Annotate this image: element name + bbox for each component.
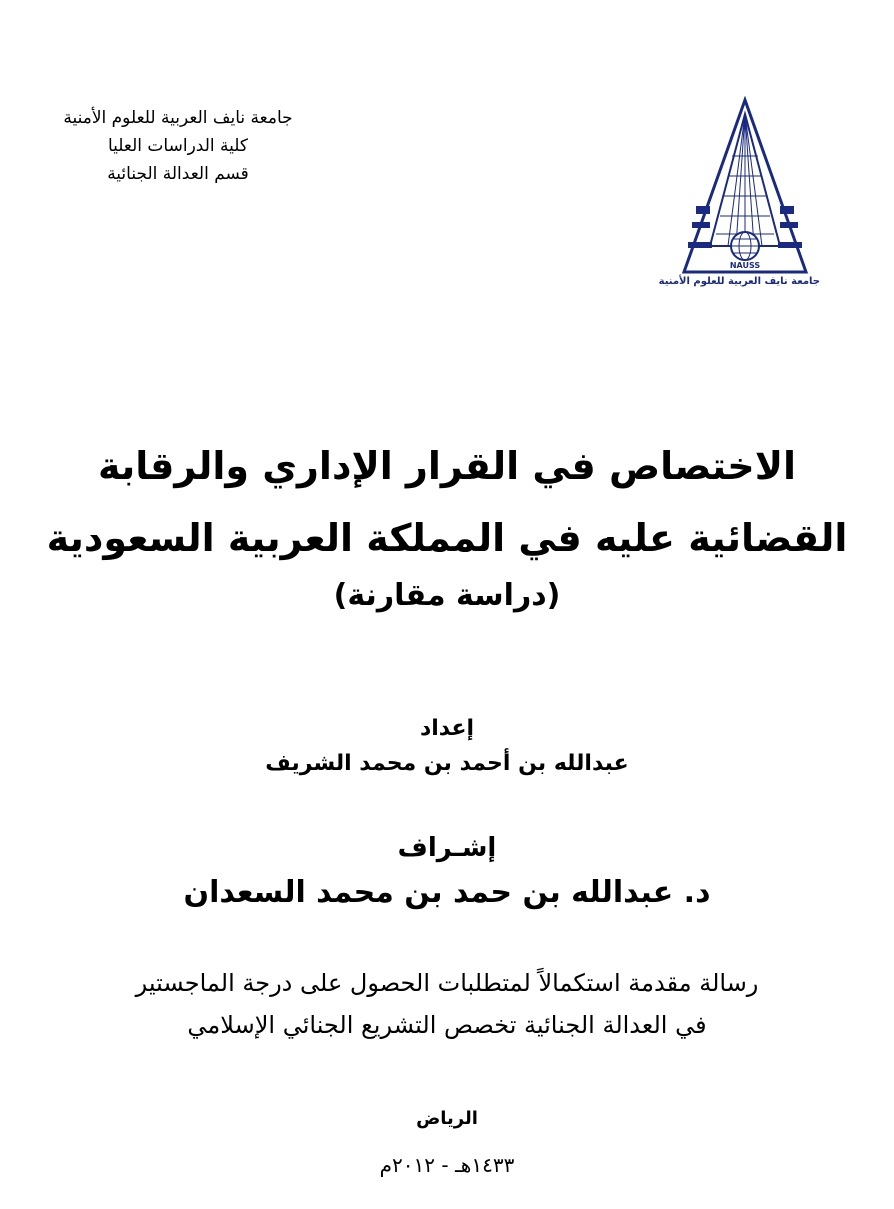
university-name: جامعة نايف العربية للعلوم الأمنية	[63, 108, 293, 128]
department-name: قسم العدالة الجنائية	[107, 164, 249, 184]
thesis-title	[40, 430, 854, 618]
title-line-1: الاختصاص في القرار الإداري والرقابة	[97, 444, 797, 488]
nauss-logo-icon	[670, 96, 820, 276]
supervisor-name: د. عبدالله بن حمد بن محمد السعدان	[183, 875, 711, 910]
prepared-by-section	[100, 712, 794, 782]
college-name: كلية الدراسات العليا	[107, 136, 248, 156]
date-label: ١٤٣٣هـ - ٢٠١٢م	[379, 1153, 515, 1177]
title-line-2: القضائية عليه في المملكة العربية السعودية	[46, 516, 848, 560]
statement-line-1: رسالة مقدمة استكمالاً لمتطلبات الحصول على درجة الماجستير	[135, 969, 759, 997]
supervision-label: إشـراف	[397, 833, 497, 863]
place-label: الرياض	[416, 1108, 478, 1129]
thesis-statement	[60, 962, 834, 1046]
logo-caption: جامعة نايف العربية للعلوم الأمنية	[658, 276, 820, 287]
university-logo	[658, 96, 820, 296]
statement-line-2: في العدالة الجنائية تخصص التشريع الجنائي الإسلامي	[187, 1011, 707, 1039]
supervision-section	[60, 828, 834, 918]
author-name: عبدالله بن أحمد بن محمد الشريف	[265, 751, 629, 776]
institution-header	[28, 104, 328, 188]
logo-acronym: NAUSS	[729, 261, 761, 270]
prepared-by-label: إعداد	[419, 716, 475, 741]
title-line-3: (دراسة مقارنة)	[333, 578, 561, 613]
